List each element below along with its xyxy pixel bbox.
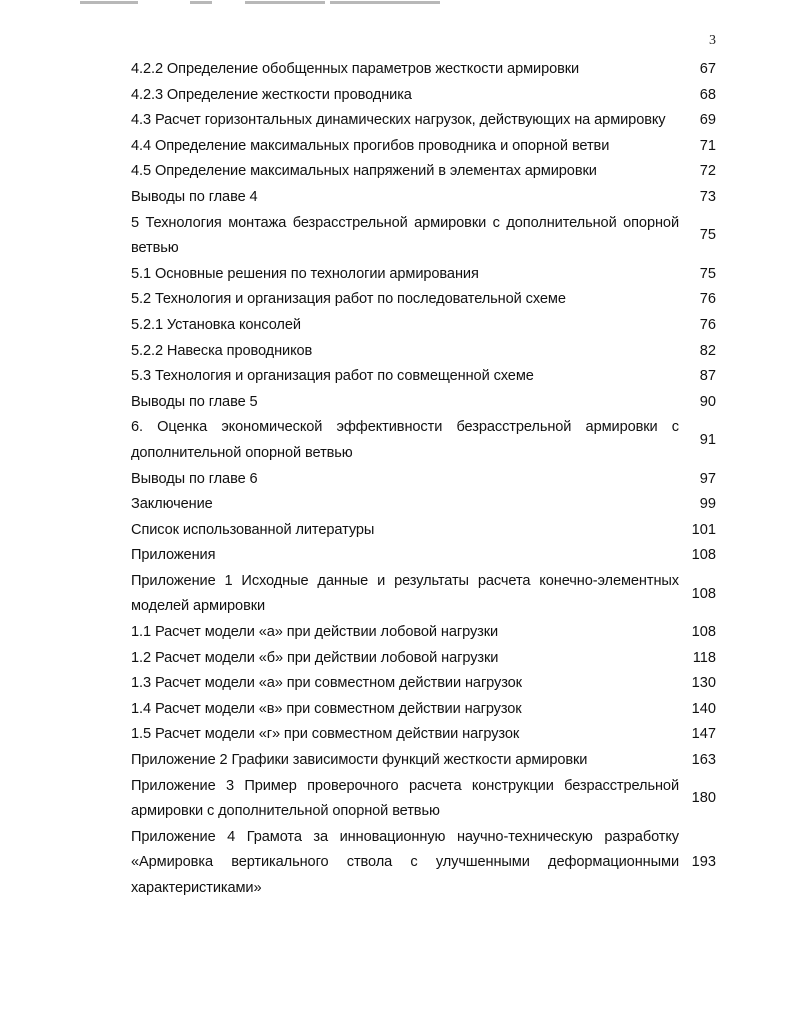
toc-entry-page: 108: [691, 585, 716, 602]
toc-entry-page: 72: [699, 163, 716, 180]
toc-entry-page: 69: [699, 112, 716, 129]
toc-entry-title: 5 Технология монтажа безрасстрельной армировки с дополнительной опорной ветвью: [131, 214, 679, 257]
toc-entry: [131, 722, 716, 748]
toc-entry-title: Выводы по главе 4: [131, 188, 258, 205]
toc-entry: [131, 108, 716, 134]
toc-entry-page: 130: [691, 675, 716, 692]
toc-entry-title: Приложение 1 Исходные данные и результаты расчета конечно-элементных моделей армировки: [131, 572, 679, 615]
toc-entry-title: Список использованной литературы: [131, 521, 375, 538]
toc-entry-page: 67: [699, 61, 716, 77]
toc-entry-page: 97: [699, 470, 716, 487]
toc-entry-title: 5.2.2 Навеска проводников: [131, 342, 313, 359]
toc-entry-title: Выводы по главе 6: [131, 470, 258, 487]
toc-entry: [131, 287, 716, 313]
toc-entry-title: 4.2.3 Определение жесткости проводника: [131, 86, 412, 103]
toc-entry-title: Приложение 2 Графики зависимости функций жесткости армировки: [131, 752, 588, 769]
toc-entry: [131, 748, 716, 774]
toc-entry: [131, 697, 716, 723]
toc-entry-page: 108: [691, 547, 716, 564]
toc-entry-page: 118: [692, 649, 716, 666]
toc-entry-title: 5.2.1 Установка консолей: [131, 316, 301, 333]
toc-entry-page: 68: [699, 86, 716, 103]
toc-entry-page: 99: [699, 496, 716, 513]
toc-entry-title: Приложения: [131, 547, 216, 564]
toc-entry: [131, 159, 716, 185]
toc-entry: [131, 262, 716, 288]
toc-entry: [131, 569, 716, 620]
scan-mark: [330, 1, 440, 4]
toc-entry-title: Выводы по главе 5: [131, 393, 258, 410]
toc-entry-page: 73: [699, 188, 716, 205]
toc-entry-page: 76: [699, 291, 716, 308]
scan-artifacts: [0, 0, 792, 8]
toc-entry-page: 193: [691, 854, 716, 871]
toc-entry: [131, 57, 716, 83]
toc-entry: [131, 415, 716, 466]
toc-entry: [131, 185, 716, 211]
toc-entry: [131, 467, 716, 493]
toc-entry: [131, 339, 716, 365]
toc-entry-page: 90: [699, 393, 716, 410]
toc-entry-page: 71: [699, 137, 716, 154]
toc-entry-title: 4.5 Определение максимальных напряжений в элементах армировки: [131, 163, 597, 180]
toc-entry-page: 76: [699, 316, 716, 333]
toc-entry-title: 6. Оценка экономической эффективности безрасстрельной армировки с дополнительной опорной ветвью: [131, 419, 679, 461]
toc-entry-page: 87: [699, 368, 716, 385]
toc-entry-page: 82: [699, 342, 716, 359]
toc-entry-title: Заключение: [131, 496, 213, 513]
toc-entry-page: 75: [699, 227, 716, 244]
toc-entry-page: 75: [699, 265, 716, 282]
toc-entry-title: 1.3 Расчет модели «а» при совместном действии нагрузок: [131, 675, 522, 692]
toc-entry: [131, 211, 716, 262]
toc-entry: [131, 671, 716, 697]
toc-entry: [131, 390, 716, 416]
toc-entry: [131, 825, 716, 902]
toc-entry-title: Приложение 4 Грамота за инновационную научно-техническую разработку «Армировка вертикального ствола с улучшенными деформационными характеристиками»: [131, 828, 679, 896]
toc-entry-title: 1.1 Расчет модели «а» при действии лобовой нагрузки: [131, 624, 499, 641]
toc-entry-page: 108: [691, 624, 716, 641]
toc-entry: [131, 774, 716, 825]
scan-mark: [190, 1, 212, 4]
toc-entry: [131, 518, 716, 544]
toc-entry-page: 180: [691, 790, 716, 807]
toc-entry-page: 147: [691, 726, 716, 743]
toc-entry-title: 4.4 Определение максимальных прогибов проводника и опорной ветви: [131, 137, 610, 154]
toc-entry: [131, 134, 716, 160]
toc-entry-title: 1.2 Расчет модели «б» при действии лобовой нагрузки: [131, 649, 499, 666]
toc-entry: [131, 543, 716, 569]
table-of-contents: [131, 57, 716, 902]
scan-mark: [245, 1, 325, 4]
toc-entry-title: 5.2 Технология и организация работ по последовательной схеме: [131, 291, 566, 308]
scan-mark: [80, 1, 138, 4]
page-number: 3: [709, 33, 716, 48]
toc-entry-title: Приложение 3 Пример проверочного расчета конструкции безрасстрельной армировки с дополнительной опорной ветвью: [131, 777, 679, 820]
toc-entry: [131, 492, 716, 518]
toc-entry-page: 163: [691, 752, 716, 769]
toc-entry: [131, 646, 716, 672]
toc-entry: [131, 364, 716, 390]
toc-entry-page: 91: [699, 432, 716, 449]
toc-entry-title: 5.1 Основные решения по технологии армирования: [131, 265, 479, 282]
toc-entry-title: 1.5 Расчет модели «г» при совместном действии нагрузок: [131, 726, 520, 743]
toc-entry: [131, 313, 716, 339]
toc-entry-title: 1.4 Расчет модели «в» при совместном действии нагрузок: [131, 700, 522, 717]
toc-entry-title: 4.3 Расчет горизонтальных динамических нагрузок, действующих на армировку: [131, 112, 666, 129]
toc-entry: [131, 620, 716, 646]
toc-entry-page: 101: [691, 521, 716, 538]
toc-entry-title: 4.2.2 Определение обобщенных параметров жесткости армировки: [131, 61, 580, 77]
toc-entry-title: 5.3 Технология и организация работ по совмещенной схеме: [131, 368, 534, 385]
toc-entry-page: 140: [691, 700, 716, 717]
toc-entry: [131, 83, 716, 109]
